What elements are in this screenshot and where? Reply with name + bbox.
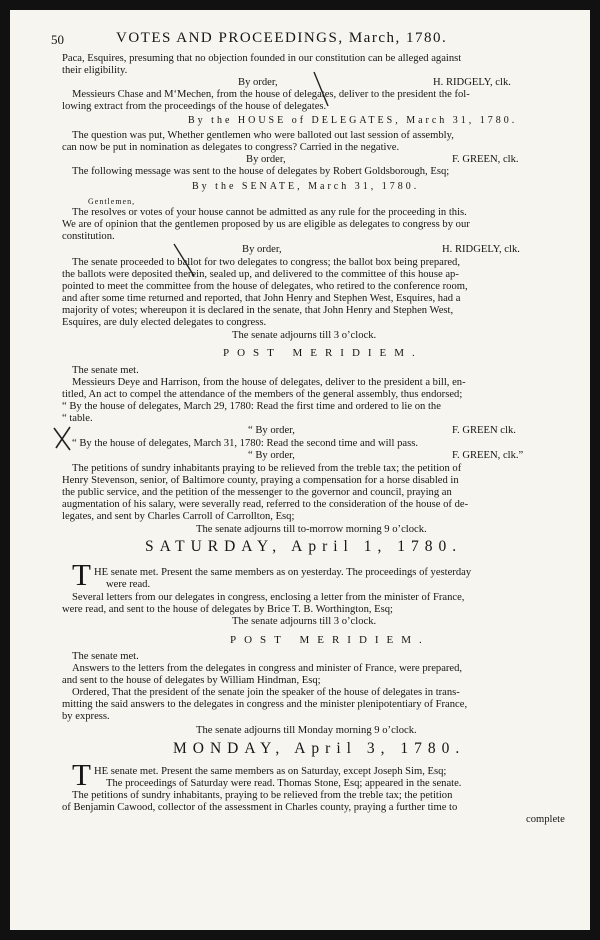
text-line: the ballots were deposited therein, sealed up, and delivered to the committee of this house ap- xyxy=(62,269,459,280)
running-head: VOTES AND PROCEEDINGS, March, 1780. xyxy=(116,30,448,46)
text-line: their eligibility. xyxy=(62,65,128,76)
text-line: by express. xyxy=(62,711,110,722)
text-line: The question was put, Whether gentlemen who were balloted out last session of assembly, xyxy=(72,130,454,141)
text-line: titled, An act to compel the attendance of the members of the general assembly, thus endorsed; xyxy=(62,389,463,400)
text-line: The senate adjourns till 3 o’clock. xyxy=(232,616,377,627)
drop-capital: T xyxy=(72,757,91,792)
text-line: The senate adjourns till to-morrow morning 9 o’clock. xyxy=(196,524,427,535)
text-line: Paca, Esquires, presuming that no objection founded in our constitution can be alleged against xyxy=(62,53,462,64)
text-line: By order, xyxy=(246,154,286,165)
section-heading: By the HOUSE of DELEGATES, March 31, 1780. xyxy=(188,115,518,126)
text-line: complete xyxy=(526,814,565,825)
day-heading: SATURDAY, April 1, 1780. xyxy=(145,538,463,555)
text-line: The senate adjourns till Monday morning 9 o’clock. xyxy=(196,725,417,736)
text-line: The senate met. xyxy=(72,651,139,662)
pen-mark-stroke xyxy=(170,242,200,282)
text-line: H. RIDGELY, clk. xyxy=(442,244,520,255)
text-line: By order, xyxy=(242,244,282,255)
text-line: The petitions of sundry inhabitants, praying to be relieved from the treble tax; the petition xyxy=(72,790,453,801)
text-line: Esquires, are duly elected delegates to congress. xyxy=(62,317,267,328)
text-line: F. GREEN, clk.” xyxy=(452,450,524,461)
text-line: can now be put in nomination as delegates to congress? Carried in the negative. xyxy=(62,142,400,153)
text-line: and sent to the house of delegates by William Hindman, Esq; xyxy=(62,675,321,686)
text-line: The following message was sent to the house of delegates by Robert Goldsborough, Esq; xyxy=(72,166,450,177)
text-line: were read, and sent to the house of delegates by Brice T. B. Worthington, Esq; xyxy=(62,604,394,615)
text-line: The senate met. xyxy=(72,365,139,376)
text-line: lowing extract from the proceedings of the house of delegates. xyxy=(62,101,327,112)
text-line: The proceedings of Saturday were read. Thomas Stone, Esq; appeared in the senate. xyxy=(106,778,462,789)
pen-mark-stroke xyxy=(310,70,334,110)
text-line: majority of votes; whereupon it is declared in the senate, that John Henry and Stephen West, xyxy=(62,305,454,316)
text-line: “ By order, xyxy=(248,450,295,461)
text-line: “ By the house of delegates, March 31, 1780: Read the second time and will pass. xyxy=(72,438,418,449)
text-line: The senate proceeded to ballot for two delegates to congress; the ballot box being prepared, xyxy=(72,257,461,268)
handwritten-x-mark xyxy=(50,424,76,454)
text-line: The resolves or votes of your house cannot be admitted as any rule for the proceeding in this. xyxy=(72,207,467,218)
text-line: By order, xyxy=(238,77,278,88)
text-line: were read. xyxy=(106,579,151,590)
text-line: HE senate met. Present the same members as on yesterday. The proceedings of yesterday xyxy=(94,567,472,578)
text-line: of Benjamin Cawood, collector of the assessment in Charles county, praying a further time to xyxy=(62,802,458,813)
text-line: Answers to the letters from the delegates in congress and minister of France, were prepared, xyxy=(72,663,463,674)
text-line: Several letters from our delegates in congress, enclosing a letter from the minister of France, xyxy=(72,592,465,603)
text-line: “ By order, xyxy=(248,425,295,436)
document-page xyxy=(10,10,590,930)
section-heading: POST MERIDIEM. xyxy=(230,634,430,646)
text-line: The petitions of sundry inhabitants praying to be relieved from the treble tax; the petition of xyxy=(72,463,462,474)
section-heading: By the SENATE, March 31, 1780. xyxy=(192,181,420,192)
text-line: “ By the house of delegates, March 29, 1780: Read the first time and ordered to lie on the xyxy=(62,401,441,412)
day-heading: MONDAY, April 3, 1780. xyxy=(173,740,466,757)
text-line: “ table. xyxy=(62,413,93,424)
text-line: augmentation of his salary, were severally read, referred to the consideration of the house of de- xyxy=(62,499,469,510)
text-line: Gentlemen, xyxy=(88,197,136,206)
page-number: 50 xyxy=(51,32,64,47)
text-line: F. GREEN, clk. xyxy=(452,154,519,165)
text-line: Messieurs Chase and M‘Mechen, from the house of delegates, deliver to the president the fol- xyxy=(72,89,470,100)
text-line: HE senate met. Present the same members as on Saturday, except Joseph Sim, Esq; xyxy=(94,766,447,777)
text-line: H. RIDGELY, clk. xyxy=(433,77,511,88)
drop-capital: T xyxy=(72,557,91,592)
text-line: Henry Stevenson, senior, of Baltimore county, praying a compensation for a horse disabled in xyxy=(62,475,459,486)
text-line: Ordered, That the president of the senate join the speaker of the house of delegates in trans- xyxy=(72,687,460,698)
text-line: legates, and sent by Charles Carroll of Carrollton, Esq; xyxy=(62,511,295,522)
section-heading: POST MERIDIEM. xyxy=(223,347,423,359)
text-line: We are of opinion that the gentlemen proposed by us are eligible as delegates to congress by our xyxy=(62,219,470,230)
text-line: mitting the said answers to the delegates in congress and the minister plenipotentiary of France, xyxy=(62,699,468,710)
text-line: the public service, and the petition of the messenger to the governor and council, praying an xyxy=(62,487,452,498)
text-line: The senate adjourns till 3 o’clock. xyxy=(232,330,377,341)
text-line: and after some time returned and reported, that John Henry and Stephen West, Esquires, had a xyxy=(62,293,461,304)
text-line: constitution. xyxy=(62,231,115,242)
text-line: F. GREEN clk. xyxy=(452,425,516,436)
text-line: Messieurs Deye and Harrison, from the house of delegates, deliver to the president a bill, en- xyxy=(72,377,466,388)
text-line: pointed to meet the committee from the house of delegates, who retired to the conference room, xyxy=(62,281,468,292)
